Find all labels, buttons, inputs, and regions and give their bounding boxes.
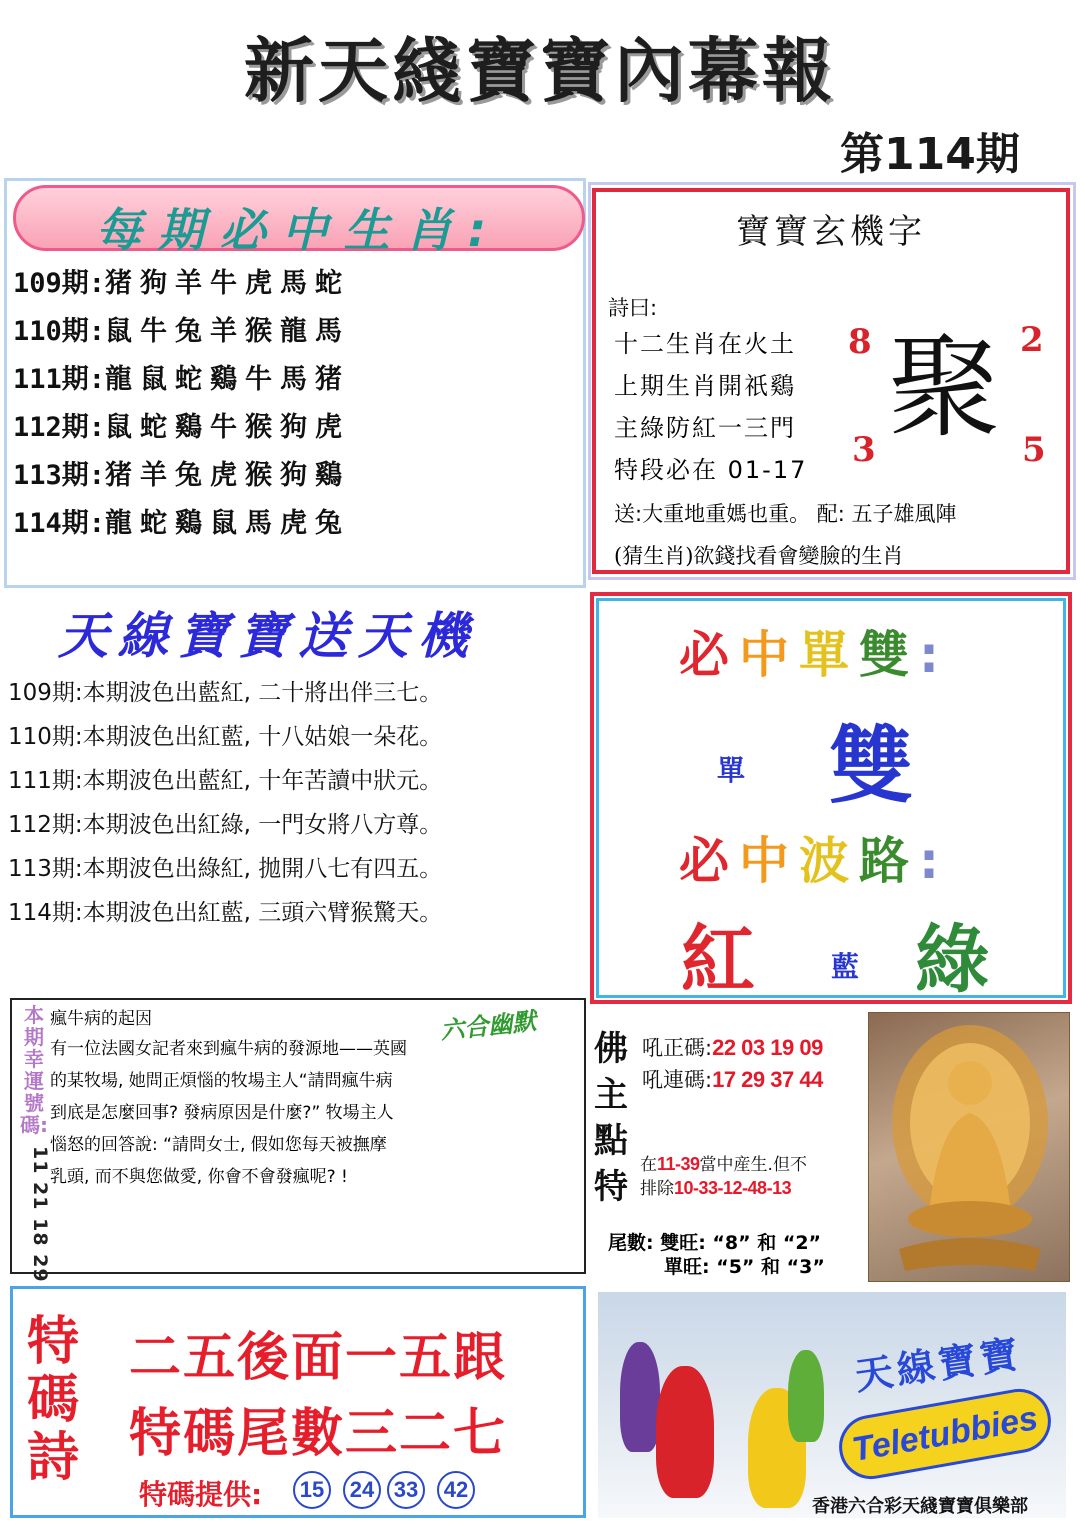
- zodiac-period: 109期:: [13, 268, 106, 299]
- tianxian-row: 113期:本期波色出綠紅, 拋開八七有四五。: [8, 856, 443, 882]
- zodiac-period: 113期:: [13, 460, 106, 491]
- tianxian-row: 109期:本期波色出藍紅, 二十將出伴三七。: [8, 680, 443, 706]
- exclude-label: 排除: [640, 1179, 674, 1199]
- hint-title: 寶寶玄機字: [736, 212, 926, 252]
- joke-line: 的某牧場, 她問正煩惱的牧場主人“請問瘋牛病: [50, 1071, 393, 1091]
- even-big: 雙: [829, 717, 914, 815]
- roar-main-line: [642, 1032, 823, 1062]
- zodiac-period: 111期:: [13, 364, 106, 395]
- riddle-line: (猜生肖)欲錢找看會變臉的生肖: [614, 544, 904, 568]
- tianxian-row: 112期:本期波色出紅綠, 一門女將八方尊。: [8, 812, 443, 838]
- special-poem-line: 特碼尾數三二七: [129, 1403, 508, 1464]
- tail-number-line: 尾數: 雙旺: “8” 和 “2”: [608, 1232, 822, 1254]
- poem-line: 特段必在 01-17: [614, 456, 808, 484]
- special-provide-label: 特碼提供:: [139, 1478, 263, 1511]
- exclude-line: [640, 1174, 791, 1199]
- roar-even-label: 吼連碼:: [642, 1068, 713, 1092]
- zodiac-row: [13, 405, 350, 444]
- zodiac-banner: [13, 185, 585, 257]
- teletubbies-logo-cn: 天線寶寶: [852, 1331, 1025, 1399]
- label-char: :: [919, 626, 949, 684]
- joke-tag: 六合幽默: [439, 1007, 538, 1045]
- odd-even-label: [679, 615, 949, 687]
- zodiac-row: [13, 309, 350, 348]
- range-line: [640, 1150, 807, 1175]
- zodiac-period: 110期:: [13, 316, 106, 347]
- wave-label: [679, 821, 949, 893]
- poem-line: 上期生肖開祇鷄: [614, 372, 796, 400]
- poem-line: 十二生肖在火土: [614, 330, 796, 358]
- joke-line: 乳頭, 而不與您做愛, 你會不會發瘋呢? !: [50, 1167, 348, 1187]
- zodiac-animals: 猪狗羊牛虎馬蛇: [105, 268, 351, 299]
- zodiac-period: 114期:: [13, 508, 106, 539]
- roar-even-line: [642, 1064, 823, 1094]
- zodiac-row: [13, 261, 350, 300]
- odd-even-panel: [596, 598, 1066, 1003]
- wave-green: 綠: [915, 917, 989, 1003]
- buddha-image: [868, 1012, 1070, 1282]
- joke-line: 到底是怎麼回事? 發病原因是什麼?” 牧場主人: [50, 1103, 394, 1123]
- corner-number: 5: [1022, 430, 1046, 470]
- special-poem-panel: [10, 1286, 586, 1518]
- range-numbers: 11-39: [657, 1154, 700, 1174]
- range-prefix: 在: [640, 1155, 657, 1175]
- joke-line: 有一位法國女記者來到瘋牛病的發源地——英國: [50, 1039, 407, 1059]
- issue-number: 第114期: [840, 129, 1020, 180]
- zodiac-row: [13, 357, 350, 396]
- number-ball: 24: [343, 1471, 381, 1509]
- joke-line: 惱怒的回答說: “請問女士, 假如您每天被撫摩: [50, 1135, 387, 1155]
- range-suffix: 當中産生.但不: [699, 1155, 807, 1175]
- special-label: 特碼詩: [27, 1311, 80, 1488]
- zodiac-banner-text: 每期必中生肖:: [95, 203, 503, 257]
- poem-label: 詩曰:: [608, 296, 658, 320]
- number-ball: 42: [437, 1471, 475, 1509]
- wave-red: 紅: [681, 917, 755, 1003]
- page-title: 新天綫寶寶內幕報: [244, 29, 836, 112]
- hint-panel: [592, 188, 1070, 574]
- buddha-statue-icon: [869, 1013, 1071, 1283]
- corner-number: 8: [848, 322, 872, 362]
- zodiac-period: 112期:: [13, 412, 106, 443]
- number-ball: 15: [293, 1471, 331, 1509]
- special-poem-line: 二五後面一五跟: [129, 1327, 508, 1388]
- zodiac-animals: 猪羊兔虎猴狗鷄: [105, 460, 351, 491]
- zodiac-panel: [4, 178, 586, 588]
- zodiac-animals: 龍蛇鷄鼠馬虎兔: [105, 508, 351, 539]
- club-name: 香港六合彩天綫寶寶俱樂部: [812, 1496, 1028, 1517]
- zodiac-row: [13, 501, 350, 540]
- exclude-numbers: 10-33-12-48-13: [674, 1178, 792, 1198]
- number-ball: 33: [387, 1471, 425, 1509]
- hint-big-character: 聚: [888, 323, 1000, 453]
- corner-number: 3: [852, 430, 876, 470]
- tianxian-row: 111期:本期波色出藍紅, 十年苦讀中狀元。: [8, 768, 443, 794]
- lucky-numbers: 11 21 18 29: [29, 1146, 51, 1283]
- odd-small: 單: [717, 754, 746, 787]
- label-char: :: [919, 832, 949, 890]
- tubby-red-icon: [656, 1366, 714, 1498]
- label-char: 必: [679, 626, 739, 684]
- tail-number-line: 單旺: “5” 和 “3”: [664, 1256, 825, 1278]
- tianxian-row: 110期:本期波色出紅藍, 十八姑娘一朵花。: [8, 724, 443, 750]
- corner-number: 2: [1020, 320, 1044, 360]
- lucky-numbers-label: 本期幸運號碼:: [20, 1003, 48, 1137]
- tianxian-title: 天線寶寶送天機: [58, 607, 478, 665]
- joke-title: 瘋牛病的起因: [50, 1009, 152, 1029]
- wave-blue: 藍: [831, 950, 860, 983]
- roar-main-label: 吼正碼:: [642, 1036, 713, 1060]
- joke-panel: [10, 998, 586, 1283]
- label-char: 單: [799, 626, 859, 684]
- teletubbies-image: [598, 1292, 1066, 1518]
- label-char: 中: [739, 832, 799, 890]
- zodiac-animals: 鼠牛兔羊猴龍馬: [105, 316, 351, 347]
- label-char: 波: [799, 832, 859, 890]
- tianxian-row: 114期:本期波色出紅藍, 三頭六臂猴驚天。: [8, 900, 443, 926]
- label-char: 雙: [859, 626, 919, 684]
- label-char: 路: [859, 832, 919, 890]
- tubby-green-icon: [788, 1350, 824, 1442]
- roar-main-numbers: 22 03 19 09: [712, 1035, 823, 1060]
- poem-line: 主綠防紅一三門: [614, 414, 796, 442]
- zodiac-animals: 龍鼠蛇鷄牛馬猪: [105, 364, 351, 395]
- teletubbies-logo-en: Teletubbies: [834, 1384, 1056, 1484]
- tubby-purple-icon: [620, 1342, 660, 1452]
- roar-even-numbers: 17 29 37 44: [712, 1067, 823, 1092]
- label-char: 中: [739, 626, 799, 684]
- zodiac-row: [13, 453, 350, 492]
- label-char: 必: [679, 832, 739, 890]
- zodiac-animals: 鼠蛇鷄牛猴狗虎: [105, 412, 351, 443]
- buddha-label: 佛主點特: [594, 1029, 628, 1207]
- riddle-line: 送:大重地重媽也重。 配: 五子雄風陣: [614, 502, 957, 526]
